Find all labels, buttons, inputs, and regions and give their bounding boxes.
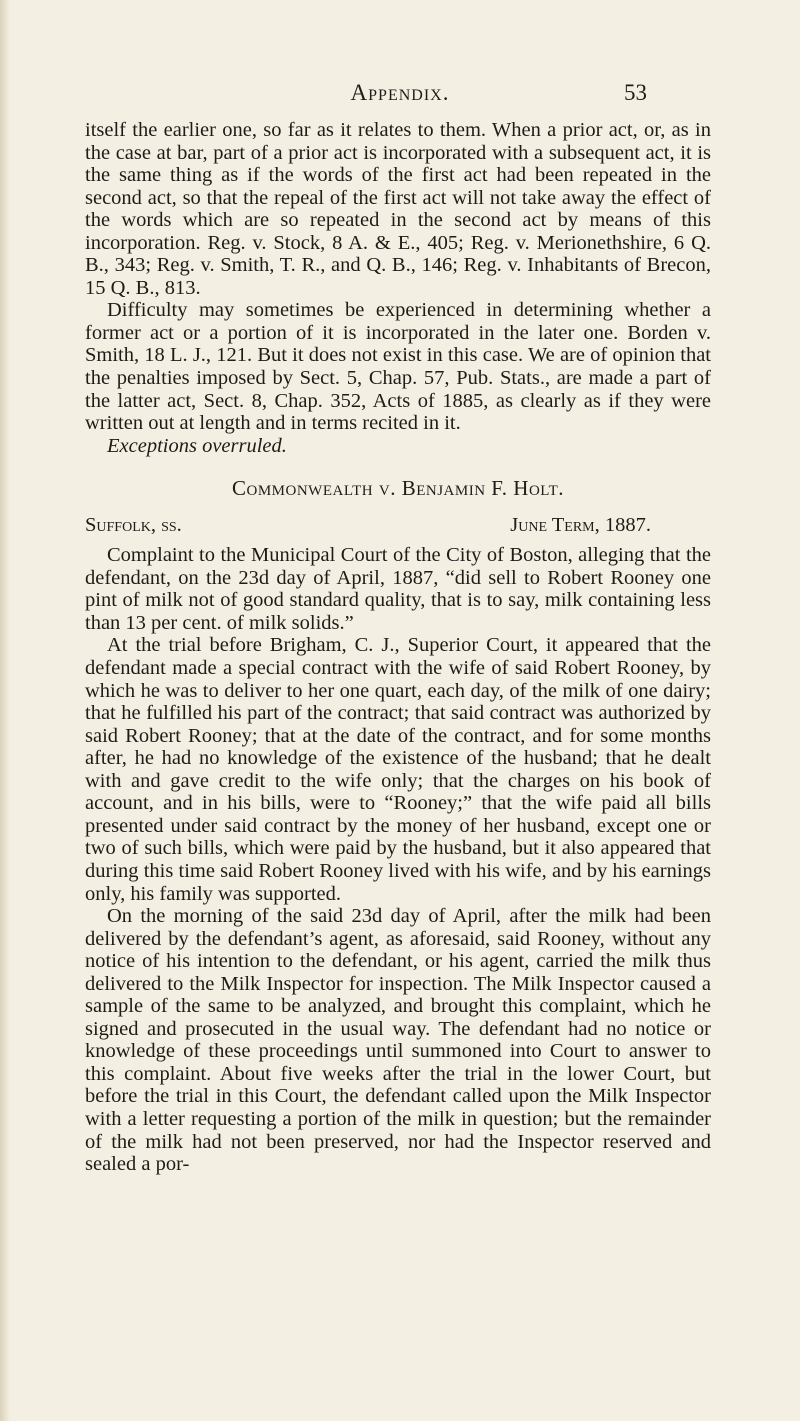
running-head	[0, 80, 800, 110]
case-title: Commonwealth v. Benjamin F. Holt.	[232, 476, 564, 501]
page-number: 53	[624, 80, 647, 105]
paragraph: Complaint to the Municipal Court of the City of Boston, alleging that the defendant, on the 23d day of April, 1887, “did sell to Robert Rooney one pint of milk not of good standard quality, that is to say, milk containing less than 13 per cent. of milk solids.”	[85, 544, 711, 634]
paragraph: At the trial before Brigham, C. J., Superior Court, it appeared that the defendant made a special contract with the wife of said Robert Rooney, by which he was to deliver to her one quart, each day, of the milk of one dairy; that he fulfilled his part of the contract; that said contract was authorized by said Robert Rooney; that at the date of the contract, and for some months after, he had no knowledge of the existence of the husband; that he dealt with and gave credit to the wife only; that the charges on his book of account, and in his bills, were to “Rooney;” that the wife paid all bills presented under said contract by the money of her husband, except one or two of such bills, which were paid by the husband, but it also appeared that during this time said Robert Rooney lived with his wife, and by his earnings only, his family was supported.	[85, 634, 711, 905]
body-text	[85, 119, 711, 1176]
decision-line: Exceptions overruled.	[107, 434, 287, 457]
running-title: Appendix.	[350, 80, 450, 105]
paragraph: itself the earlier one, so far as it relates to them. When a prior act, or, as in the case at bar, part of a prior act is incorporated with a subsequent act, it is the same thing as if the words of the first act had been repeated in the second act, so that the repeal of the first act will not take away the effect of the words which are so repeated in the second act by means of this incorporation. Reg. v. Stock, 8 A. & E., 405; Reg. v. Merionethshire, 6 Q. B., 343; Reg. v. Smith, T. R., and Q. B., 146; Reg. v. Inhabitants of Brecon, 15 Q. B., 813.	[85, 119, 711, 299]
venue: Suffolk, ss.	[85, 513, 182, 536]
paragraph: Difficulty may sometimes be experienced in determining whether a former act or a portion of it is incorporated in the later one. Borden v. Smith, 18 L. J., 121. But it does not exist in this case. We are of opinion that the penalties imposed by Sect. 5, Chap. 57, Pub. Stats., are made a part of the latter act, Sect. 8, Chap. 352, Acts of 1885, as clearly as if they were written out at length and in terms recited in it.	[85, 299, 711, 435]
venue-line	[85, 514, 711, 537]
court-term: June Term, 1887.	[510, 513, 651, 536]
page-binding-edge	[0, 0, 10, 1421]
paragraph: On the morning of the said 23d day of April, after the milk had been delivered by the defendant’s agent, as aforesaid, said Rooney, without any notice of his intention to the defendant, or his agent, carried the milk thus delivered to the Milk Inspector for inspection. The Milk Inspector caused a sample of the same to be analyzed, and brought this complaint, which he signed and prosecuted in the usual way. The defendant had no notice or knowledge of these proceedings until summoned into Court to answer to this complaint. About five weeks after the trial in the lower Court, but before the trial in this Court, the defendant called upon the Milk Inspector with a letter requesting a portion of the milk in question; but the remainder of the milk had not been preserved, nor had the Inspector reserved and sealed a por-	[85, 905, 711, 1176]
